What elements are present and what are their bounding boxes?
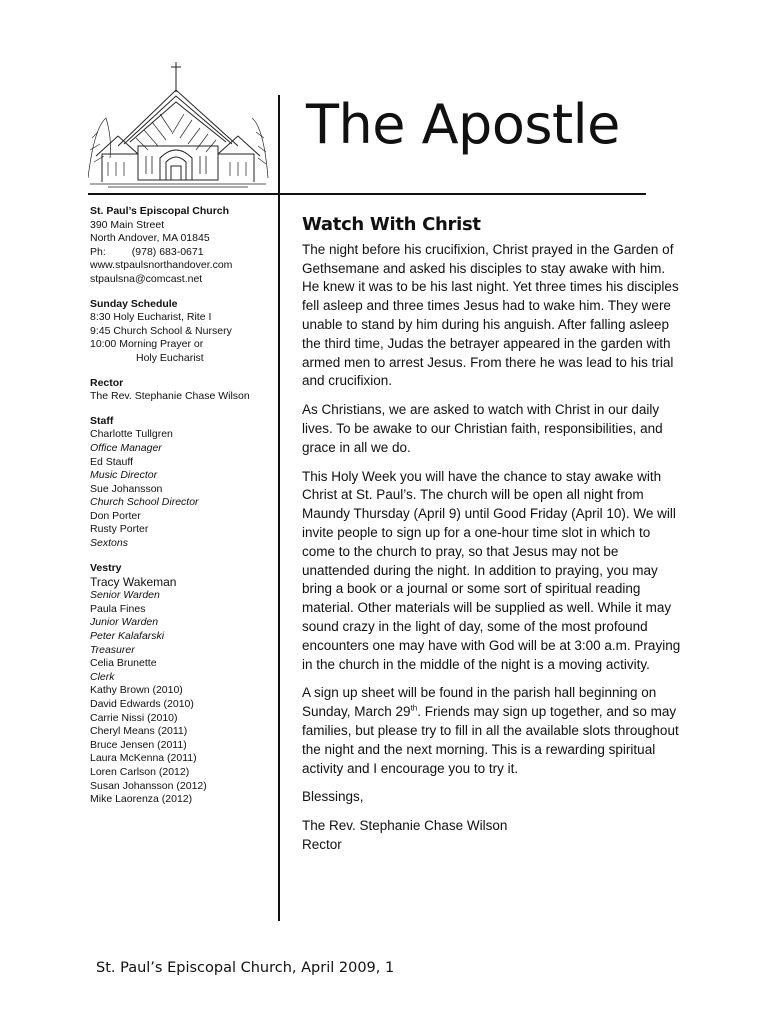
website-link[interactable]: www.stpaulsnorthandover.com [90, 259, 233, 272]
article-paragraph: This Holy Week you will have the chance to stay awake with Christ at St. Paul’s. The church will be open all night from Maundy Thursday (April 9) until Good Friday (April 10). We will invite people to sign up for a one-hour time slot in which to come to the church to pray, so that Jesus may not be unattended during the night. In addition to praying, you may bring a book or a journal or some sort of spiritual reading material. Other materials will be supplied as well. While it may sound crazy in the light of day, some of the most profound encounters one may have with God will be at 3:00 a.m. Praying in the church in the middle of the night is a moving activity. [302, 468, 681, 672]
person-name: Ed Stauff [90, 455, 134, 468]
staff-heading: Staff [90, 414, 114, 427]
sunday-schedule [90, 298, 275, 366]
role-title: Clerk [90, 670, 115, 683]
role-title: Church School Director [90, 496, 199, 509]
schedule-line: 9:45 Church School & Nursery [90, 324, 232, 337]
newsletter-title: The Apostle [306, 93, 620, 156]
person-name: Bruce Jensen (2011) [90, 738, 187, 751]
address-line-1: 390 Main Street [90, 218, 165, 231]
phone-number: (978) 683-0671 [131, 245, 204, 258]
email-link[interactable]: stpaulsna@comcast.net [90, 272, 203, 285]
person-name: Laura McKenna (2011) [90, 752, 197, 765]
person-name: Cheryl Means (2011) [90, 725, 188, 738]
person-name: Sue Johansson [90, 482, 163, 495]
person-name: Rusty Porter [90, 523, 149, 536]
church-info [90, 205, 275, 287]
person-name: Don Porter [90, 509, 141, 522]
address-line-2: North Andover, MA 01845 [90, 232, 210, 245]
person-name: Susan Johansson (2012) [90, 779, 207, 792]
staff-list [90, 428, 275, 550]
person-name: Mike Laorenza (2012) [90, 793, 193, 806]
person-name: Carrie Nissi (2010) [90, 711, 178, 724]
schedule-line: 10:00 Morning Prayer or [90, 338, 204, 351]
horizontal-divider [88, 193, 646, 195]
article-paragraph: As Christians, we are asked to watch with Christ in our daily lives. To be awake to our Christian faith, responsibilities, and grace in all we do. [302, 402, 663, 455]
person-name: Loren Carlson (2012) [90, 765, 190, 778]
role-title: Junior Warden [90, 616, 159, 629]
role-title: Office Manager [90, 441, 162, 454]
schedule-heading: Sunday Schedule [90, 297, 178, 310]
schedule-line: 8:30 Holy Eucharist, Rite I [90, 311, 212, 324]
role-title: Senior Warden [90, 589, 160, 602]
person-name: Celia Brunette [90, 657, 157, 670]
role-title: Music Director [90, 469, 158, 482]
vestry-heading: Vestry [90, 561, 122, 574]
person-name: Charlotte Tullgren [90, 428, 173, 441]
closing-line: Blessings, [302, 789, 364, 805]
page-footer: St. Paul’s Episcopal Church, April 2009, 1 [96, 960, 395, 976]
vestry-list [90, 575, 275, 807]
signature-name: The Rev. Stephanie Chase Wilson [302, 818, 508, 834]
paragraph-text: . Friends may sign up together, and so may families, but please try to fill in all the available slots throughout the night and the next morning. This is a rewarding spiritual activity and I encourage you to try it. [302, 704, 679, 776]
rector-heading: Rector [90, 376, 124, 389]
church-sketch-illustration [88, 58, 270, 190]
role-title: Sextons [90, 537, 128, 550]
rector-name: The Rev. Stephanie Chase Wilson [90, 390, 250, 403]
paragraph-text: A sign up sheet will be found in the parish hall beginning on Sunday, March 29 [302, 685, 657, 720]
sidebar [90, 205, 275, 818]
church-name: St. Paul’s Episcopal Church [90, 205, 230, 217]
article-paragraph [302, 684, 684, 778]
ordinal-suffix: th [410, 703, 418, 713]
vestry-block [90, 562, 275, 807]
person-name: Kathy Brown (2010) [90, 684, 183, 697]
phone-label: Ph: [90, 245, 106, 258]
person-name: Paula Fines [90, 602, 146, 615]
staff-block [90, 415, 275, 551]
phone-line [90, 246, 275, 260]
article [302, 216, 684, 855]
rector-block [90, 377, 275, 404]
signature-title: Rector [302, 836, 342, 852]
person-name: Tracy Wakeman [90, 575, 177, 590]
vertical-divider [278, 95, 280, 921]
article-paragraph: The night before his crucifixion, Christ prayed in the Garden of Gethsemane and asked his disciples to stay awake with him. He knew it was to be his last night. Yet three times his disciples fell asleep and three times Jesus had to wake him. They were unable to stand by him during his anguish. After falling asleep the third time, Judas the betrayer appeared in the garden with armed men to arrest Jesus. From there he was lead to his trial and crucifixion. [302, 241, 679, 389]
schedule-line: Holy Eucharist [136, 351, 204, 364]
role-title: Peter Kalafarski [90, 630, 165, 643]
article-heading: Watch With Christ [302, 214, 481, 235]
person-name: David Edwards (2010) [90, 698, 194, 710]
role-title: Treasurer [90, 643, 135, 656]
